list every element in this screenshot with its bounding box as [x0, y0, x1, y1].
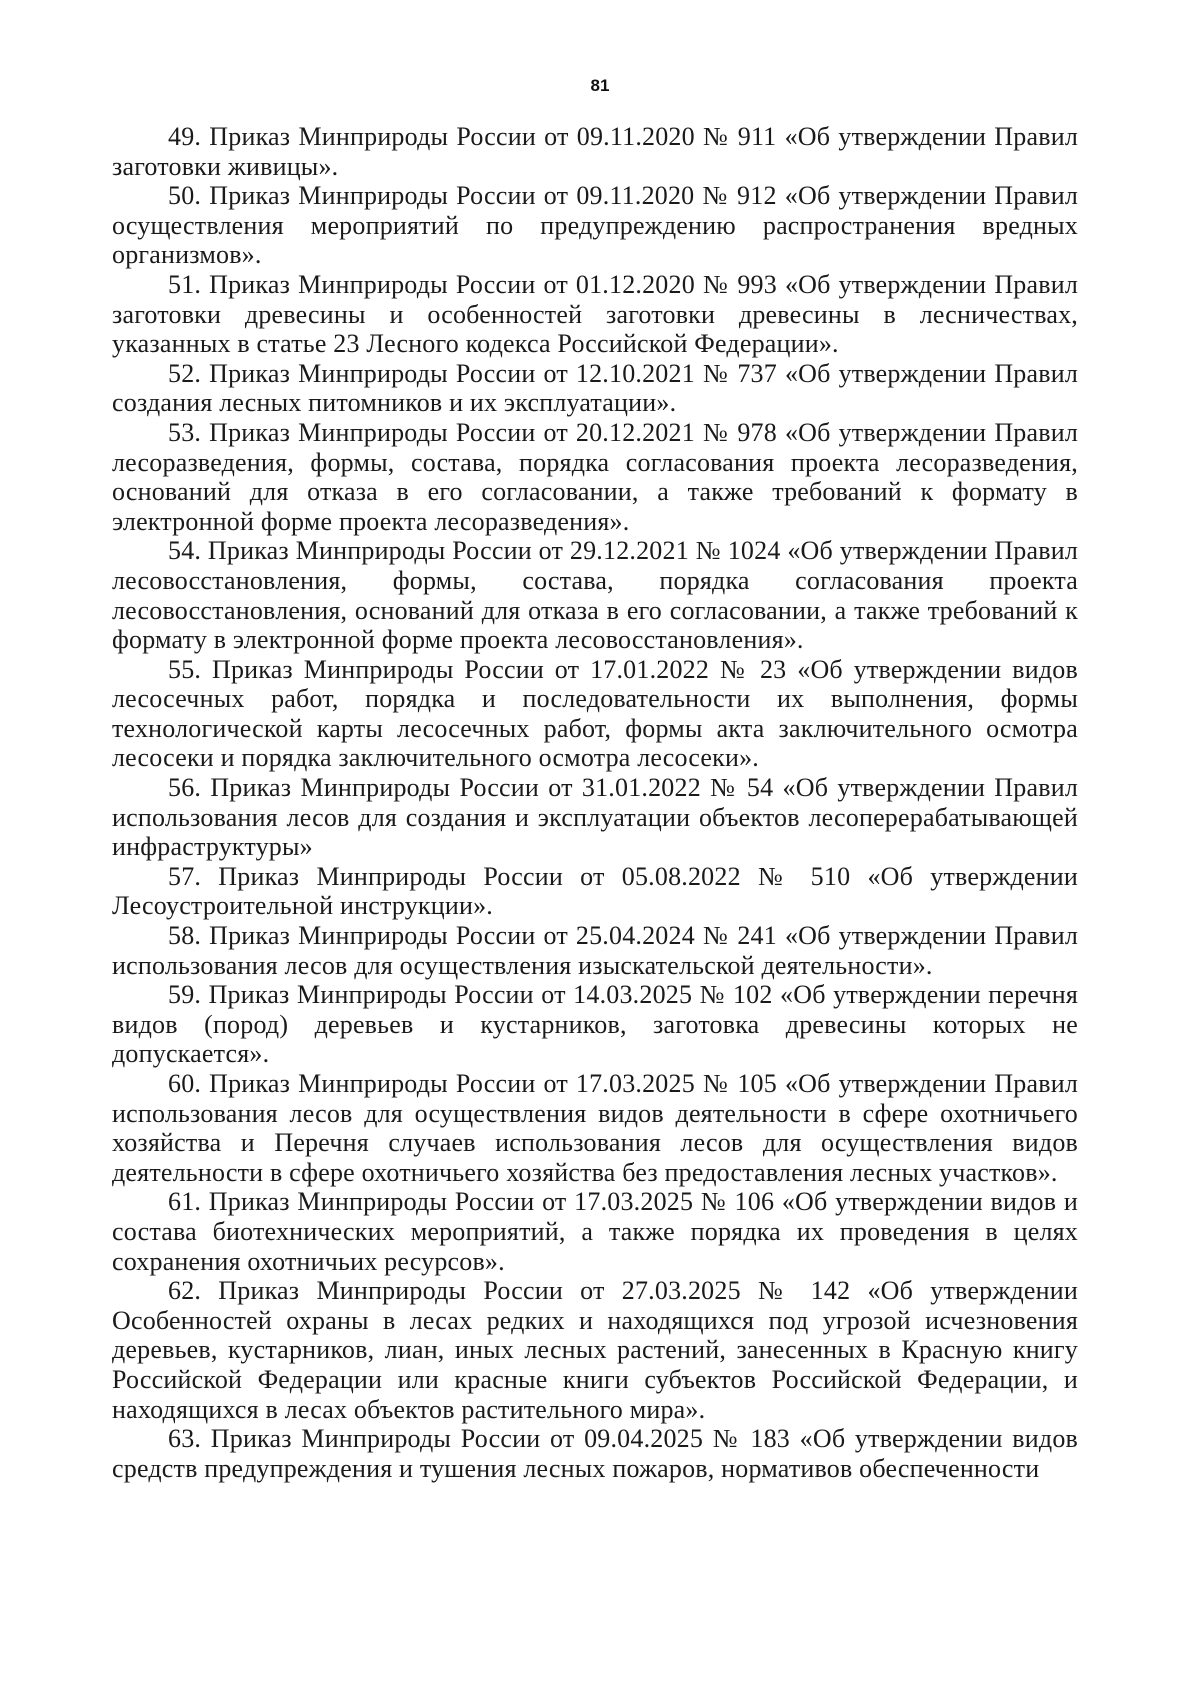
list-item: 50. Приказ Минприроды России от 09.11.2020 № 912 «Об утверждении Правил осуществления мероприятий по предупреждению распространения вредных организмов». — [112, 181, 1078, 270]
list-item: 61. Приказ Минприроды России от 17.03.2025 № 106 «Об утверждении видов и состава биотехнических мероприятий, а также порядка их проведения в целях сохранения охотничьих ресурсов». — [112, 1187, 1078, 1276]
list-item: 57. Приказ Минприроды России от 05.08.2022 № 510 «Об утверждении Лесоустроительной инструкции». — [112, 861, 1078, 921]
list-item: 60. Приказ Минприроды России от 17.03.2025 № 105 «Об утверждении Правил использования лесов для осуществления видов деятельности в сфере охотничьего хозяйства и Перечня случаев использования лесов для осуществления видов деятельности в сфере охотничьего хозяйства без предоставления лесных участков». — [112, 1069, 1078, 1187]
list-item: 49. Приказ Минприроды России от 09.11.2020 № 911 «Об утверждении Правил заготовки живицы». — [112, 122, 1078, 181]
list-item: 59. Приказ Минприроды России от 14.03.2025 № 102 «Об утверждении перечня видов (пород) деревьев и кустарников, заготовка древесины которых не допускается». — [112, 980, 1078, 1069]
document-body — [112, 122, 1078, 1483]
list-item: 56. Приказ Минприроды России от 31.01.2022 № 54 «Об утверждении Правил использования лесов для создания и эксплуатации объектов лесоперерабатывающей инфраструктуры» — [112, 773, 1078, 862]
page-number: 81 — [590, 76, 610, 95]
list-item: 58. Приказ Минприроды России от 25.04.2024 № 241 «Об утверждении Правил использования лесов для осуществления изыскательской деятельности». — [112, 921, 1078, 980]
list-item: 62. Приказ Минприроды России от 27.03.2025 № 142 «Об утверждении Особенностей охраны в лесах редких и находящихся под угрозой исчезновения деревьев, кустарников, лиан, иных лесных растений, занесенных в Красную книгу Российской Федерации или красные книги субъектов Российской Федерации, и находящихся в лесах объектов растительного мира». — [112, 1276, 1078, 1424]
list-item: 55. Приказ Минприроды России от 17.01.2022 № 23 «Об утверждении видов лесосечных работ, порядка и последовательности их выполнения, формы технологической карты лесосечных работ, формы акта заключительного осмотра лесосеки и порядка заключительного осмотра лесосеки». — [112, 654, 1078, 773]
list-item: 52. Приказ Минприроды России от 12.10.2021 № 737 «Об утверждении Правил создания лесных питомников и их эксплуатации». — [112, 358, 1078, 418]
list-item: 53. Приказ Минприроды России от 20.12.2021 № 978 «Об утверждении Правил лесоразведения, формы, состава, порядка согласования проекта лесоразведения, оснований для отказа в его согласовании, а также требований к формату в электронной форме проекта лесоразведения». — [112, 417, 1078, 536]
list-item: 54. Приказ Минприроды России от 29.12.2021 № 1024 «Об утверждении Правил лесовосстановления, формы, состава, порядка согласования проекта лесовосстановления, оснований для отказа в его согласовании, а также требований к формату в электронной форме проекта лесовосстановления». — [112, 536, 1078, 655]
list-item: 51. Приказ Минприроды России от 01.12.2020 № 993 «Об утверждении Правил заготовки древесины и особенностей заготовки древесины в лесничествах, указанных в статье 23 Лесного кодекса Российской Федерации». — [112, 269, 1078, 359]
list-item: 63. Приказ Минприроды России от 09.04.2025 № 183 «Об утверждении видов средств предупреждения и тушения лесных пожаров, нормативов обеспеченности — [112, 1424, 1078, 1483]
